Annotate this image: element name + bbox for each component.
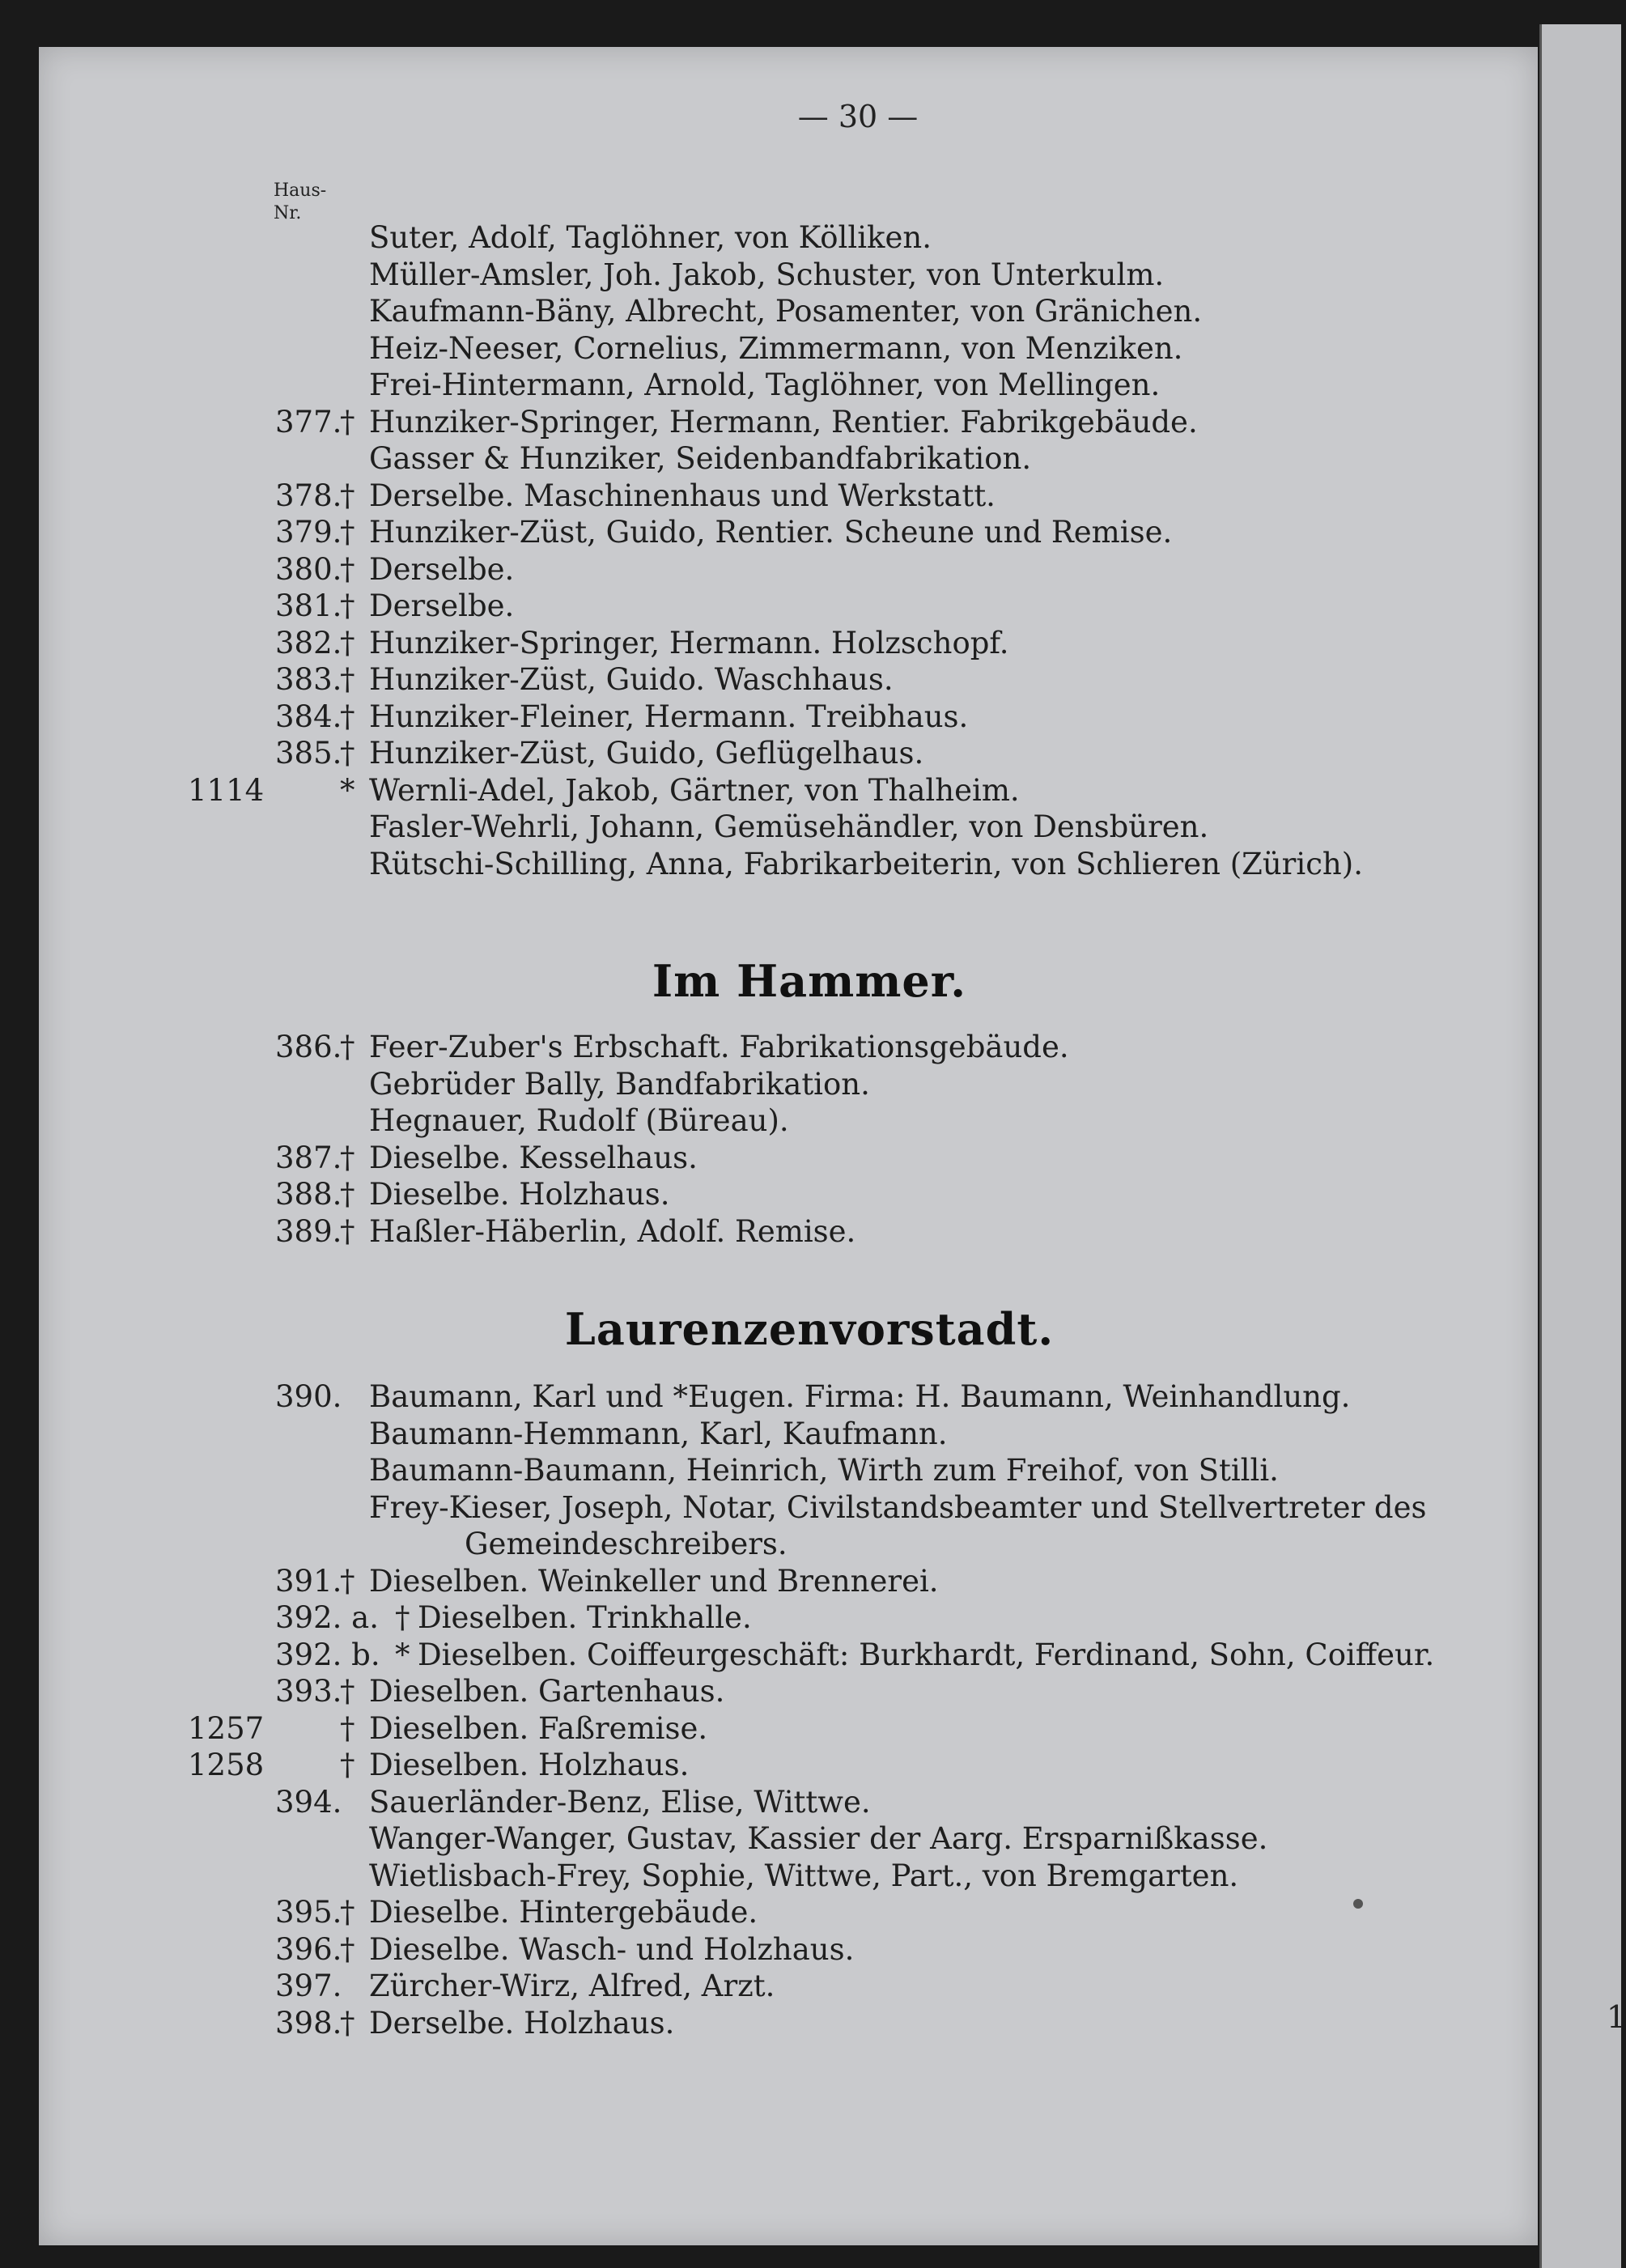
house-number: 395. — [275, 1895, 342, 1930]
directory-entry — [0, 1379, 1619, 1416]
page-number: — 30 — — [797, 99, 919, 134]
directory-entry — [0, 773, 1619, 810]
entry-text: Dieselben. Gartenhaus. — [369, 1674, 725, 1709]
directory-entry — [0, 1490, 1619, 1527]
directory-entry — [0, 294, 1619, 331]
entry-marker: † — [340, 1895, 355, 1930]
entry-marker: † — [340, 404, 355, 440]
house-number: 377. — [275, 404, 342, 440]
column-label-haus-nr: Haus-Nr. — [274, 181, 327, 223]
house-number: 390. — [275, 1379, 342, 1414]
entry-text: Hunziker-Springer, Hermann, Rentier. Fabrikgebäude. — [369, 404, 1198, 440]
house-number: 393. — [275, 1674, 342, 1709]
house-number: 392. b. — [275, 1637, 380, 1672]
entry-text: Kaufmann-Bäny, Albrecht, Posamenter, von Gränichen. — [369, 294, 1203, 329]
entry-text: Hunziker-Züst, Guido. Waschhaus. — [369, 662, 894, 697]
directory-entry — [0, 1932, 1619, 1969]
extension-number: 1257 — [188, 1710, 265, 1746]
extension-number: 1114 — [188, 772, 265, 808]
directory-entry — [0, 588, 1619, 626]
entry-text: Hunziker-Springer, Hermann. Holzschopf. — [369, 625, 1009, 660]
entry-marker: † — [340, 736, 355, 771]
entry-text: Hunziker-Fleiner, Hermann. Treibhaus. — [369, 699, 969, 734]
directory-entry — [0, 699, 1619, 737]
house-number: 385. — [275, 736, 342, 771]
directory-entry — [0, 1564, 1619, 1601]
entry-marker: † — [340, 1177, 355, 1212]
directory-entry — [0, 662, 1619, 699]
house-number: 388. — [275, 1177, 342, 1212]
directory-entry — [0, 552, 1619, 589]
house-number: 394. — [275, 1784, 342, 1820]
adjacent-page-glyph: 1 — [1607, 1999, 1626, 2035]
entry-text: Baumann, Karl und *Eugen. Firma: H. Baumann, Weinhandlung. — [369, 1379, 1351, 1414]
entry-text: Derselbe. — [369, 588, 515, 623]
entry-marker: † — [340, 588, 355, 623]
entry-marker: † — [340, 662, 355, 697]
entry-marker: † — [340, 1931, 355, 1967]
entry-text: Dieselben. Faßremise. — [369, 1710, 708, 1746]
house-number: 379. — [275, 515, 342, 550]
entry-marker: † — [340, 699, 355, 734]
extension-number: 1258 — [188, 1748, 265, 1782]
entry-text: Rütschi-Schilling, Anna, Fabrikarbeiterin, von Schlieren (Zürich). — [369, 846, 1363, 881]
paper-speck — [1353, 1899, 1363, 1909]
entry-marker: † — [395, 1600, 410, 1635]
entry-text: Derselbe. Holzhaus. — [369, 2005, 675, 2041]
directory-entry — [0, 441, 1619, 478]
entry-text: Fasler-Wehrli, Johann, Gemüsehändler, von Densbüren. — [369, 809, 1209, 844]
house-number: 380. — [275, 551, 342, 587]
directory-entry — [0, 1674, 1619, 1711]
directory-entry — [0, 1416, 1619, 1454]
house-number: 384. — [275, 699, 342, 734]
entry-marker: † — [340, 1213, 355, 1249]
directory-entry — [0, 1453, 1619, 1490]
entry-text: Derselbe. — [369, 551, 515, 587]
directory-entry — [0, 1748, 1619, 1785]
directory-entry — [0, 1214, 1619, 1251]
house-number: 387. — [275, 1140, 342, 1175]
entry-text: Baumann-Baumann, Heinrich, Wirth zum Freihof, von Stilli. — [369, 1453, 1279, 1488]
entry-text: Hunziker-Züst, Guido, Rentier. Scheune und Remise. — [369, 515, 1173, 550]
directory-entry — [0, 1858, 1619, 1896]
entry-text: Baumann-Hemmann, Karl, Kaufmann. — [369, 1416, 948, 1451]
entry-text: Dieselbe. Holzhaus. — [369, 1177, 670, 1212]
directory-entry — [0, 1103, 1619, 1140]
entry-marker: † — [340, 1674, 355, 1709]
entry-text: Sauerländer-Benz, Elise, Wittwe. — [369, 1784, 871, 1820]
entry-text: Zürcher-Wirz, Alfred, Arzt. — [369, 1969, 775, 2003]
section-heading-laurenzenvorstadt: Laurenzenvorstadt. — [564, 1303, 1055, 1355]
house-number: 397. — [275, 1969, 342, 2003]
house-number: 386. — [275, 1030, 342, 1064]
directory-entry — [0, 1140, 1619, 1178]
directory-entry — [0, 405, 1619, 442]
entry-text: Haßler-Häberlin, Adolf. Remise. — [369, 1213, 856, 1249]
entry-marker: † — [340, 625, 355, 660]
directory-entry — [0, 367, 1619, 405]
entry-text: Dieselbe. Wasch- und Holzhaus. — [369, 1931, 855, 1967]
house-number: 396. — [275, 1931, 342, 1967]
entry-marker: † — [340, 2005, 355, 2041]
entry-text: Wanger-Wanger, Gustav, Kassier der Aarg. Ersparnißkasse. — [369, 1821, 1268, 1856]
directory-entry — [0, 1177, 1619, 1214]
directory-entry — [0, 1030, 1619, 1067]
entry-marker: † — [340, 1710, 355, 1746]
entry-text: Derselbe. Maschinenhaus und Werkstatt. — [369, 478, 996, 513]
directory-entry — [0, 1637, 1619, 1675]
directory-entry — [0, 257, 1619, 295]
directory-entry — [0, 1969, 1619, 2006]
directory-entry — [0, 1785, 1619, 1822]
entry-marker: * — [340, 772, 355, 808]
entry-text: Wernli-Adel, Jakob, Gärtner, von Thalheim. — [369, 772, 1020, 808]
entry-text: Suter, Adolf, Taglöhner, von Kölliken. — [369, 220, 932, 255]
house-number: 383. — [275, 662, 342, 697]
entry-marker: † — [340, 478, 355, 513]
directory-entry — [0, 478, 1619, 516]
entry-marker: † — [340, 515, 355, 550]
directory-entry — [0, 220, 1619, 257]
house-number: 391. — [275, 1563, 342, 1599]
entry-text: Gemeindeschreibers. — [465, 1527, 788, 1561]
entry-text: Dieselben. Weinkeller und Brennerei. — [369, 1563, 939, 1599]
entry-marker: † — [340, 1030, 355, 1064]
entry-marker: † — [340, 1748, 355, 1782]
entry-text: Müller-Amsler, Joh. Jakob, Schuster, von Unterkulm. — [369, 257, 1165, 292]
entry-text: Wietlisbach-Frey, Sophie, Wittwe, Part., von Bremgarten. — [369, 1858, 1239, 1893]
entry-text: Gasser & Hunziker, Seidenbandfabrikation. — [369, 441, 1032, 476]
directory-entry — [0, 515, 1619, 552]
house-number: 392. a. — [275, 1600, 379, 1635]
directory-entry — [0, 626, 1619, 663]
directory-entry — [0, 1711, 1619, 1748]
entry-marker: † — [340, 551, 355, 587]
directory-entry — [0, 2006, 1619, 2043]
entry-text: Heiz-Neeser, Cornelius, Zimmermann, von Menziken. — [369, 330, 1183, 366]
directory-entry — [0, 847, 1619, 884]
entry-text: Dieselbe. Hintergebäude. — [369, 1895, 758, 1930]
entry-marker: * — [395, 1637, 410, 1672]
house-number: 382. — [275, 625, 342, 660]
entry-text: Dieselben. Trinkhalle. — [418, 1600, 752, 1635]
entry-text: Frei-Hintermann, Arnold, Taglöhner, von Mellingen. — [369, 367, 1161, 402]
entry-text: Hegnauer, Rudolf (Büreau). — [369, 1103, 789, 1138]
entry-text: Dieselben. Coiffeurgeschäft: Burkhardt, Ferdinand, Sohn, Coiffeur. — [418, 1637, 1435, 1672]
house-number: 381. — [275, 588, 342, 623]
directory-entry — [0, 331, 1619, 368]
house-number: 389. — [275, 1213, 342, 1249]
house-number: 378. — [275, 478, 342, 513]
directory-entry — [0, 1527, 1619, 1564]
directory-entry — [0, 809, 1619, 847]
house-number: 398. — [275, 2005, 342, 2041]
entry-text: Feer-Zuber's Erbschaft. Fabrikationsgebäude. — [369, 1030, 1069, 1064]
entry-text: Dieselben. Holzhaus. — [369, 1748, 690, 1782]
entry-marker: † — [340, 1563, 355, 1599]
directory-entry — [0, 1895, 1619, 1932]
directory-entry — [0, 1821, 1619, 1858]
section-heading-im-hammer: Im Hammer. — [652, 955, 967, 1007]
entry-text: Gebrüder Bally, Bandfabrikation. — [369, 1066, 870, 1102]
entry-text: Frey-Kieser, Joseph, Notar, Civilstandsbeamter und Stellvertreter des — [369, 1489, 1427, 1525]
directory-entry — [0, 736, 1619, 773]
directory-entry — [0, 1067, 1619, 1104]
entry-marker: † — [340, 1140, 355, 1175]
entry-text: Hunziker-Züst, Guido, Geflügelhaus. — [369, 736, 924, 771]
directory-entry — [0, 1600, 1619, 1637]
entry-text: Dieselbe. Kesselhaus. — [369, 1140, 698, 1175]
